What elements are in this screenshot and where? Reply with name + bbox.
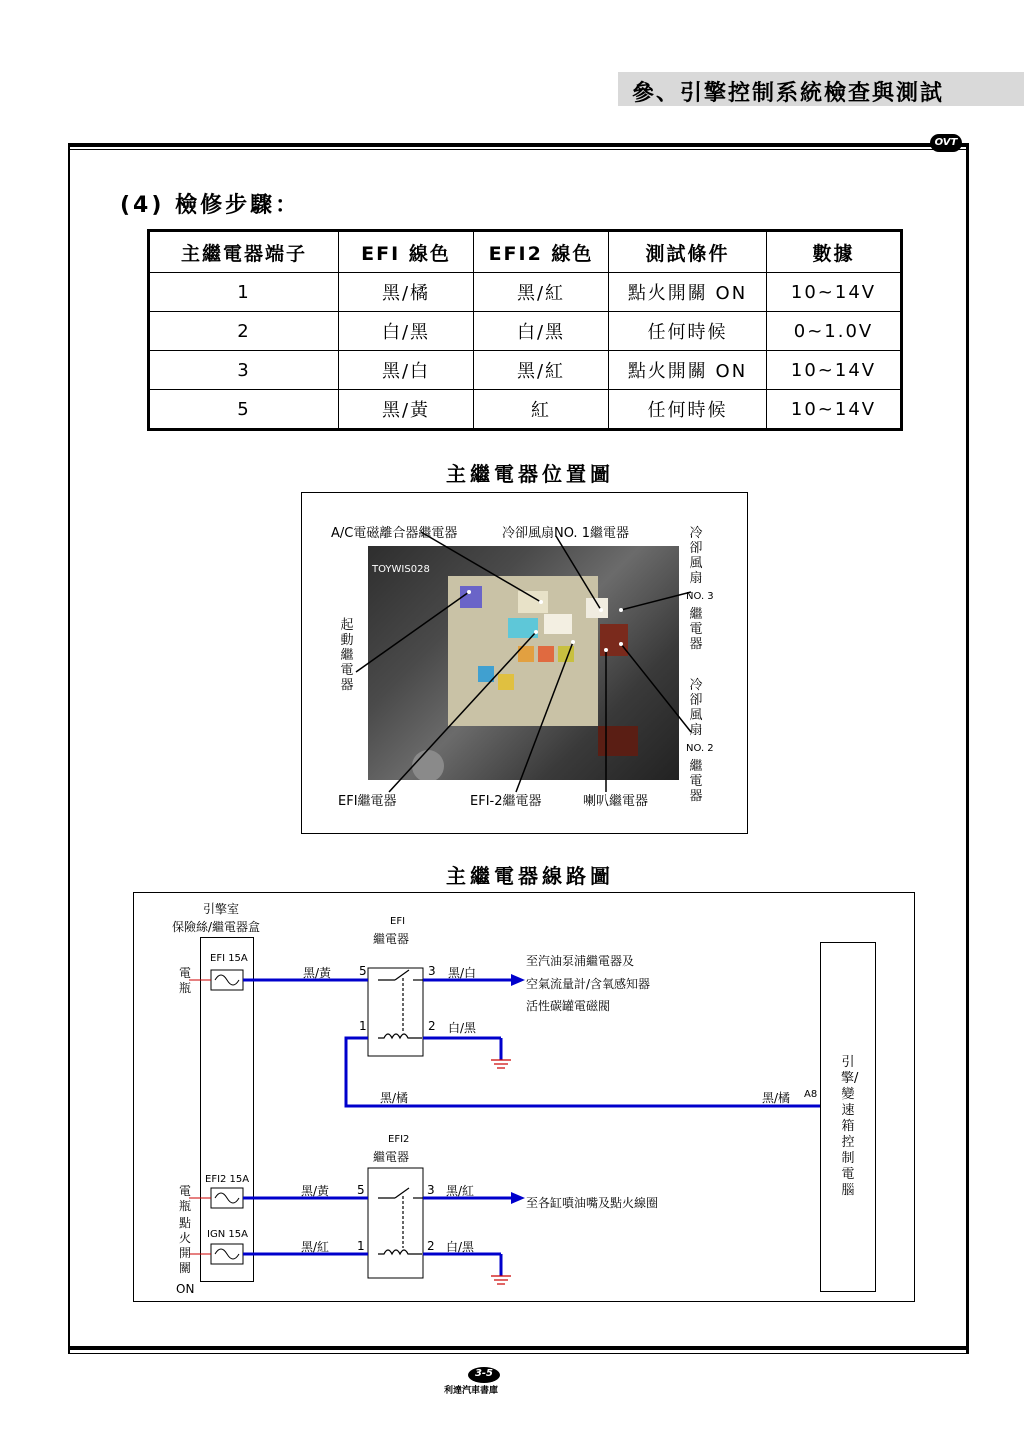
relay-efi-title-1: EFI bbox=[390, 916, 406, 927]
label-fan3-relay-b: 繼電器 bbox=[689, 607, 703, 652]
top-rule-thin bbox=[68, 149, 968, 150]
wire-label: 黑/黃 bbox=[301, 1184, 330, 1198]
pin-label: 5 bbox=[357, 1183, 365, 1197]
figure-caption-location: 主繼電器位置圖 bbox=[446, 462, 614, 486]
table-cell: 紅 bbox=[474, 390, 609, 430]
pin-label: 1 bbox=[359, 1019, 367, 1033]
label-fan3-no: NO. 3 bbox=[686, 591, 714, 602]
table-cell: 10~14V bbox=[767, 273, 902, 312]
circuit-wiring bbox=[133, 892, 915, 1302]
pin-label: 2 bbox=[427, 1239, 435, 1253]
table-row bbox=[149, 390, 902, 430]
wire-label: 白/黑 bbox=[448, 1021, 477, 1035]
table-cell: 3 bbox=[149, 351, 339, 390]
frame-right bbox=[966, 143, 969, 1353]
table-cell: 黑/白 bbox=[339, 351, 474, 390]
destination-label: 活性碳罐電磁閥 bbox=[526, 999, 611, 1013]
table-row bbox=[149, 273, 902, 312]
table-cell: 黑/紅 bbox=[474, 351, 609, 390]
table-cell: 白/黑 bbox=[339, 312, 474, 351]
fuse-efi2-label: EFI2 15A bbox=[205, 1174, 250, 1185]
relay-efi-title-2: 繼電器 bbox=[373, 932, 410, 946]
ignition-on-label: ON bbox=[176, 1282, 195, 1296]
table-row bbox=[149, 351, 902, 390]
wire-label: 黑/紅 bbox=[446, 1184, 475, 1198]
table-cell: 任何時候 bbox=[609, 390, 767, 430]
pin-label: 3 bbox=[428, 964, 436, 978]
battery-label-2: 電瓶 bbox=[178, 1184, 191, 1213]
bottom-rule bbox=[68, 1346, 969, 1350]
ecu-label: 引擎/變速箱控制電腦 bbox=[841, 1055, 859, 1198]
label-efi-relay: EFI繼電器 bbox=[338, 794, 397, 809]
label-efi2-relay: EFI-2繼電器 bbox=[470, 794, 542, 809]
table-cell: 10~14V bbox=[767, 351, 902, 390]
battery-label-1: 電瓶 bbox=[178, 966, 191, 995]
destination-label: 至汽油泵浦繼電器及 bbox=[526, 954, 635, 968]
frame-left bbox=[68, 143, 70, 1353]
bottom-rule-thin bbox=[68, 1353, 969, 1354]
table-cell: 2 bbox=[149, 312, 339, 351]
table-cell: 任何時候 bbox=[609, 312, 767, 351]
label-fan2-relay-a: 冷卻風扇 bbox=[689, 678, 703, 738]
wire-label: 白/黑 bbox=[446, 1240, 475, 1254]
wire-label: 黑/黃 bbox=[303, 966, 332, 980]
fuse-ign-label: IGN 15A bbox=[207, 1229, 248, 1240]
table-cell: 黑/黃 bbox=[339, 390, 474, 430]
top-rule bbox=[68, 143, 968, 147]
pin-label: 3 bbox=[427, 1183, 435, 1197]
page-number: 3-5 bbox=[474, 1368, 494, 1379]
destination-label: 至各缸噴油嘴及點火線圈 bbox=[526, 1196, 659, 1210]
ignition-label: 點火開關 bbox=[178, 1216, 191, 1275]
publisher-logo-icon: OVT bbox=[930, 134, 962, 152]
table-cell: 0~1.0V bbox=[767, 312, 902, 351]
label-ac-relay: A/C電磁離合器繼電器 bbox=[331, 526, 458, 541]
pin-label: 2 bbox=[428, 1019, 436, 1033]
label-horn-relay: 喇叭繼電器 bbox=[583, 794, 649, 809]
table-cell: 點火開關 ON bbox=[609, 273, 767, 312]
wire-label: 黑/橘 bbox=[380, 1091, 409, 1105]
pin-label: 5 bbox=[359, 964, 367, 978]
publisher-name: 利達汽車書庫 bbox=[444, 1386, 499, 1396]
table-header-cell: EFI 線色 bbox=[339, 231, 474, 273]
leader-lines bbox=[301, 492, 748, 834]
pin-label-a8: A8 bbox=[804, 1089, 818, 1100]
table-header-cell: EFI2 線色 bbox=[474, 231, 609, 273]
relay-efi2-title-1: EFI2 bbox=[388, 1134, 410, 1145]
wire-label: 黑/白 bbox=[448, 966, 477, 980]
relay-efi2-title-2: 繼電器 bbox=[373, 1150, 410, 1164]
relay-spec-table bbox=[147, 229, 903, 431]
fuse-efi-label: EFI 15A bbox=[210, 953, 248, 964]
table-cell: 1 bbox=[149, 273, 339, 312]
table-cell: 黑/紅 bbox=[474, 273, 609, 312]
table-cell: 10~14V bbox=[767, 390, 902, 430]
label-fan3-relay-a: 冷卻風扇 bbox=[689, 526, 703, 586]
page-header-title: 參、引擎控制系統檢查與測試 bbox=[632, 81, 945, 106]
label-fan2-no: NO. 2 bbox=[686, 743, 714, 754]
pin-label: 1 bbox=[357, 1239, 365, 1253]
table-header-cell: 數據 bbox=[767, 231, 902, 273]
destination-label: 空氣流量計/含氧感知器 bbox=[526, 977, 651, 991]
table-header-row bbox=[149, 231, 902, 273]
label-starter-relay: 起動繼電器 bbox=[340, 618, 354, 693]
fusebox-title-2: 保險絲/繼電器盒 bbox=[172, 920, 261, 934]
table-cell: 黑/橘 bbox=[339, 273, 474, 312]
figure-caption-circuit: 主繼電器線路圖 bbox=[446, 864, 614, 888]
section-title: (4) 檢修步驟： bbox=[120, 193, 301, 218]
table-cell: 點火開關 ON bbox=[609, 351, 767, 390]
photo-code-label: TOYWIS028 bbox=[372, 564, 430, 575]
table-cell: 5 bbox=[149, 390, 339, 430]
label-fan2-relay-b: 繼電器 bbox=[689, 759, 703, 804]
wire-label: 黑/橘 bbox=[762, 1091, 791, 1105]
table-header-cell: 主繼電器端子 bbox=[149, 231, 339, 273]
fusebox-title-1: 引擎室 bbox=[203, 902, 240, 916]
label-fan1-relay: 冷卻風扇NO. 1繼電器 bbox=[502, 526, 629, 541]
table-row bbox=[149, 312, 902, 351]
table-header-cell: 測試條件 bbox=[609, 231, 767, 273]
wire-label: 黑/紅 bbox=[301, 1240, 330, 1254]
table-cell: 白/黑 bbox=[474, 312, 609, 351]
